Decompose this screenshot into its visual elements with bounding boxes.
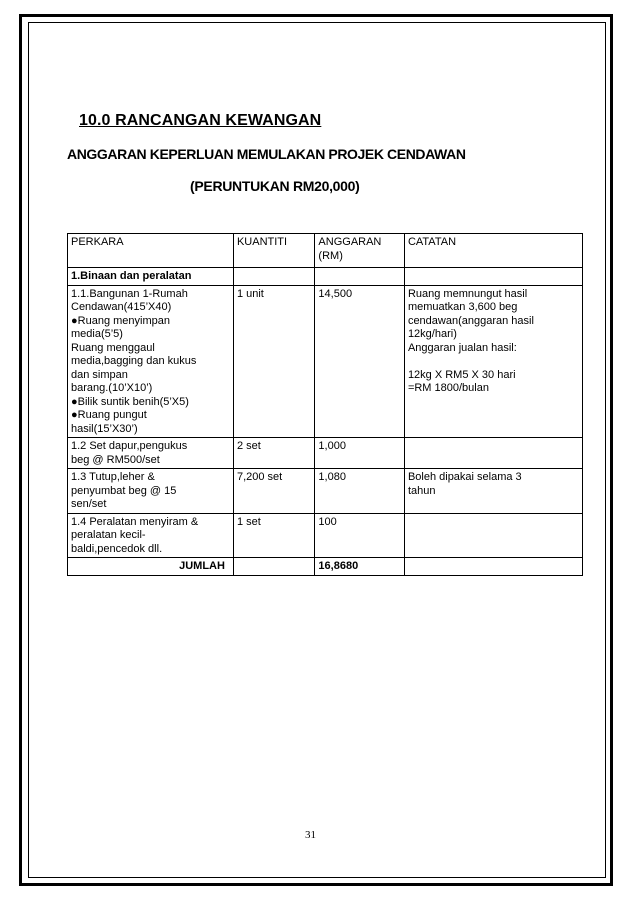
header-anggaran-line: ANGGARAN [318, 236, 382, 248]
cell-kuantiti: 1 set [233, 513, 314, 558]
perkara-line: ●Ruang menyimpan [71, 314, 170, 327]
catatan-line: =RM 1800/bulan [407, 382, 489, 394]
empty-cell [233, 558, 314, 576]
cell-catatan [404, 513, 582, 558]
perkara-line: peralatan kecil- [71, 529, 146, 541]
header-catatan: CATATAN [404, 234, 582, 268]
section-heading: 10.0 RANCANGAN KEWANGAN [79, 112, 322, 129]
cell-perkara [68, 438, 234, 469]
perkara-line: Cendawan(415’X40) [71, 301, 172, 313]
section-row [68, 268, 583, 286]
perkara-line: 1.4 Peralatan menyiram & [71, 515, 199, 528]
catatan-line [408, 355, 579, 369]
perkara-line: ●Bilik suntik benih(5’X5) [71, 395, 189, 408]
perkara-line: baldi,pencedok dll. [71, 542, 163, 555]
budget-subheading: ANGGARAN KEPERLUAN MEMULAKAN PROJEK CENDAWAN [67, 146, 466, 162]
cell-kuantiti: 2 set [233, 438, 314, 469]
catatan-line: memuatkan 3,600 beg [407, 301, 518, 313]
perkara-line: Ruang menggaul [71, 341, 155, 354]
allocation-label: (PERUNTUKAN RM20,000) [190, 178, 360, 194]
perkara-line: 1.3 Tutup,leher & [71, 471, 155, 483]
perkara-line: 1.2 Set dapur,pengukus [71, 440, 188, 452]
cell-kuantiti: 1 unit [233, 285, 314, 438]
table-row [68, 469, 583, 514]
total-label: JUMLAH [68, 558, 234, 576]
perkara-line: beg @ RM500/set [71, 453, 160, 466]
cell-anggaran: 100 [315, 513, 405, 558]
page-number: 31 [305, 829, 316, 841]
total-row [68, 558, 583, 576]
header-anggaran-line: (RM) [318, 249, 343, 262]
catatan-line: Boleh dipakai selama 3 [407, 471, 522, 483]
empty-cell [404, 268, 582, 286]
table-row [68, 285, 583, 438]
header-perkara: PERKARA [68, 234, 234, 268]
header-kuantiti: KUANTITI [233, 234, 314, 268]
perkara-line: media(5’5) [71, 328, 123, 340]
total-value: 16,8680 [315, 558, 405, 576]
perkara-line: media,bagging dan kukus [71, 355, 197, 367]
cell-kuantiti: 7,200 set [233, 469, 314, 514]
empty-cell [404, 558, 582, 576]
catatan-line: Ruang memnungut hasil [407, 287, 528, 300]
empty-cell [315, 268, 405, 286]
cell-catatan [404, 285, 582, 438]
perkara-line: barang.(10’X10’) [71, 382, 153, 394]
catatan-line: 12kg/hari) [407, 328, 457, 340]
catatan-line: cendawan(anggaran hasil [407, 314, 534, 327]
table-row [68, 438, 583, 469]
cell-perkara [68, 469, 234, 514]
catatan-line: tahun [407, 484, 436, 497]
perkara-line: hasil(15’X30’) [71, 422, 138, 435]
cell-anggaran: 1,080 [315, 469, 405, 514]
budget-table [67, 233, 583, 576]
header-anggaran [315, 234, 405, 268]
perkara-line: penyumbat beg @ 15 [71, 484, 177, 497]
perkara-line: 1.1.Bangunan 1-Rumah [71, 287, 188, 300]
empty-cell [233, 268, 314, 286]
cell-catatan [404, 438, 582, 469]
section-label: 1.Binaan dan peralatan [68, 268, 234, 286]
cell-catatan [404, 469, 582, 514]
table-header-row [68, 234, 583, 268]
cell-anggaran: 14,500 [315, 285, 405, 438]
perkara-line: ●Ruang pungut [71, 409, 147, 421]
cell-anggaran: 1,000 [315, 438, 405, 469]
catatan-line: 12kg X RM5 X 30 hari [407, 368, 516, 381]
table-row [68, 513, 583, 558]
cell-perkara [68, 513, 234, 558]
perkara-line: dan simpan [71, 368, 128, 381]
perkara-line: sen/set [71, 498, 107, 510]
cell-perkara [68, 285, 234, 438]
catatan-line: Anggaran jualan hasil: [407, 341, 517, 354]
